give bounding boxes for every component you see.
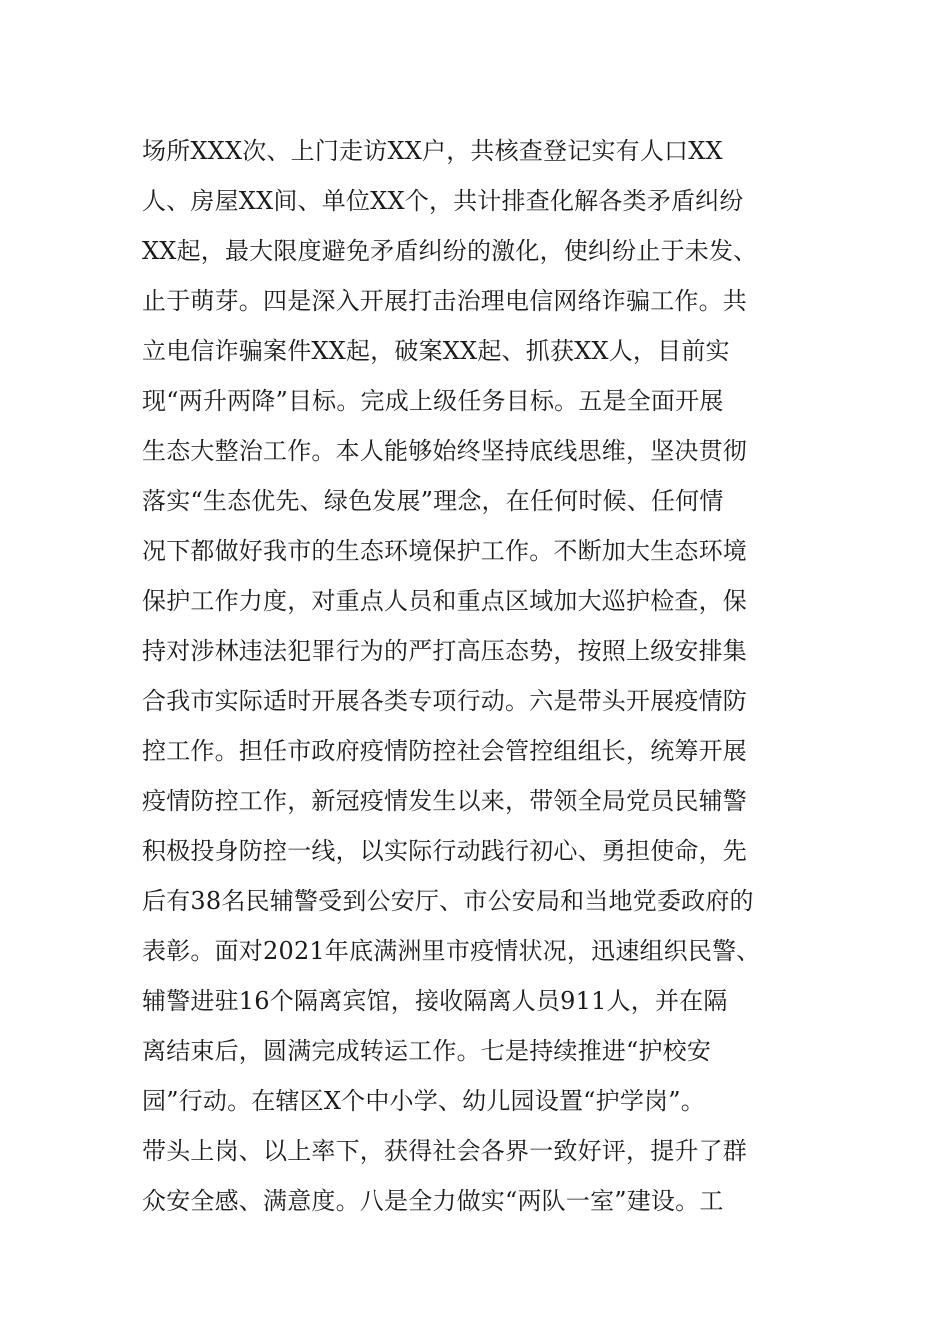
text-line: 疫情防控工作，新冠疫情发生以来，带领全局党员民辅警 bbox=[142, 787, 747, 815]
text-line: 众安全感、满意度。八是全力做实“两队一室”建设。工 bbox=[142, 1187, 724, 1215]
text-line: 况下都做好我市的生态环境保护工作。不断加大生态环境 bbox=[142, 537, 747, 565]
text-line: 止于萌芽。四是深入开展打击治理电信网络诈骗工作。共 bbox=[142, 287, 747, 315]
text-line: 表彰。面对2021年底满洲里市疫情状况，迅速组织民警、 bbox=[142, 937, 761, 965]
text-line: 立电信诈骗案件XX起，破案XX起、抓获XX人，目前实 bbox=[142, 337, 730, 365]
text-line: 后有38名民辅警受到公安厅、市公安局和当地党委政府的 bbox=[142, 887, 754, 915]
text-line: 合我市实际适时开展各类专项行动。六是带头开展疫情防 bbox=[142, 687, 747, 715]
body-paragraph bbox=[142, 126, 822, 1226]
text-line: 保护工作力度，对重点人员和重点区域加大巡护检查，保 bbox=[142, 587, 747, 615]
text-line: 园”行动。在辖区X个中小学、幼儿园设置“护学岗”。 bbox=[142, 1087, 705, 1115]
text-line: 辅警进驻16个隔离宾馆，接收隔离人员911人，并在隔 bbox=[142, 987, 728, 1015]
text-line: 积极投身防控一线，以实际行动践行初心、勇担使命，先 bbox=[142, 837, 747, 865]
text-line: 控工作。担任市政府疫情防控社会管控组组长，统筹开展 bbox=[142, 737, 747, 765]
text-line: 场所XXX次、上门走访XX户，共核查登记实有人口XX bbox=[142, 137, 723, 165]
text-line: 离结束后，圆满完成转运工作。七是持续推进“护校安 bbox=[142, 1037, 712, 1065]
text-line: 落实“生态优先、绿色发展”理念，在任何时候、任何情 bbox=[142, 487, 724, 515]
text-line: XX起，最大限度避免矛盾纠纷的激化，使纠纷止于未发、 bbox=[142, 237, 758, 265]
text-line: 人、房屋XX间、单位XX个，共计排查化解各类矛盾纠纷 bbox=[142, 187, 744, 215]
text-line: 带头上岗、以上率下，获得社会各界一致好评，提升了群 bbox=[142, 1137, 747, 1165]
text-line: 生态大整治工作。本人能够始终坚持底线思维，坚决贯彻 bbox=[142, 437, 747, 465]
text-line: 现“两升两降”目标。完成上级任务目标。五是全面开展 bbox=[142, 387, 724, 415]
text-line: 持对涉林违法犯罪行为的严打高压态势，按照上级安排集 bbox=[142, 637, 747, 665]
